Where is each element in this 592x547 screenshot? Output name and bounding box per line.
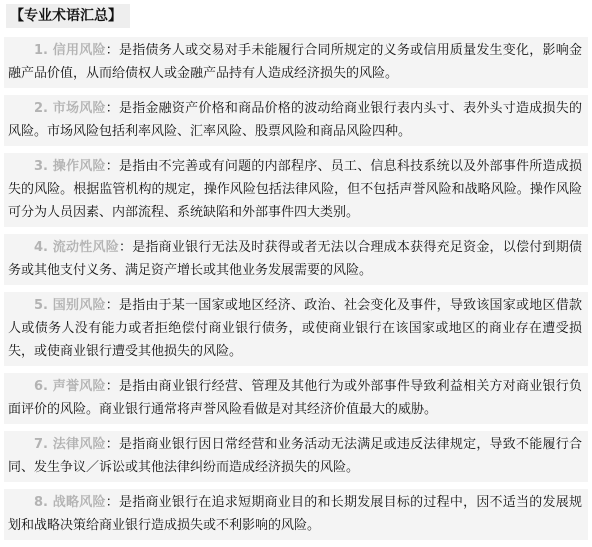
term-name: 声誉风险 — [52, 379, 106, 394]
term-number: 2. — [34, 101, 53, 116]
term-colon: ： — [105, 298, 119, 313]
term-definition: 是指由商业银行经营、管理及其他行为或外部事件导致利益相关方对商业银行负面评价的风险。商业银行通常将声誉风险看做是对其经济价值最大的威胁。 — [8, 379, 582, 417]
term-name: 操作风险 — [52, 159, 106, 174]
term-colon: ： — [105, 437, 119, 452]
term-liquidity-risk — [4, 234, 588, 285]
term-definition: 是指由于某一国家或地区经济、政治、社会变化及事件，导致该国家或地区借款人或债务人没有能力或者拒绝偿付商业银行债务，或使商业银行在该国家或地区的商业存在遭受损失，或使商业银行遭受其他损失的风险。 — [8, 298, 582, 359]
term-colon: ： — [118, 240, 133, 255]
term-name: 国别风险 — [52, 298, 106, 313]
glossary-page — [4, 4, 588, 547]
term-name: 信用风险 — [52, 43, 106, 58]
term-reputation-risk — [4, 373, 588, 424]
term-number: 4. — [34, 240, 53, 255]
term-definition: 是指商业银行因日常经营和业务活动无法满足或违反法律规定，导致不能履行合同、发生争议／诉讼或其他法律纠纷而造成经济损失的风险。 — [8, 437, 582, 475]
term-name: 战略风险 — [52, 495, 106, 510]
term-credit-risk — [4, 37, 588, 88]
term-colon: ： — [105, 495, 119, 510]
term-legal-risk — [4, 431, 588, 482]
term-definition: 是指由不完善或有问题的内部程序、员工、信息科技系统以及外部事件所造成损失的风险。根据监管机构的规定，操作风险包括法律风险，但不包括声誉风险和战略风险。操作风险可分为人员因素、内部流程、系统缺陷和外部事件四大类别。 — [8, 159, 582, 220]
term-name: 流动性风险 — [52, 240, 119, 255]
section-title: 【专业术语汇总】 — [6, 4, 130, 28]
term-number: 7. — [34, 437, 53, 452]
term-number: 1. — [34, 43, 53, 58]
term-colon: ： — [105, 379, 119, 394]
term-colon: ： — [105, 101, 119, 116]
term-name: 法律风险 — [52, 437, 106, 452]
term-definition: 是指债务人或交易对手未能履行合同所规定的义务或信用质量发生变化，影响金融产品价值，从而给债权人或金融产品持有人造成经济损失的风险。 — [8, 43, 582, 81]
term-definition: 是指金融资产价格和商品价格的波动给商业银行表内头寸、表外头寸造成损失的风险。市场风险包括利率风险、汇率风险、股票风险和商品风险四种。 — [8, 101, 582, 139]
term-definition: 是指商业银行无法及时获得或者无法以合理成本获得充足资金，以偿付到期债务或其他支付义务、满足资产增长或其他业务发展需要的风险。 — [8, 240, 582, 278]
term-definition: 是指商业银行在追求短期商业目的和长期发展目标的过程中，因不适当的发展规划和战略决策给商业银行造成损失或不利影响的风险。 — [8, 495, 582, 533]
term-colon: ： — [105, 159, 119, 174]
term-number: 8. — [34, 495, 53, 510]
term-colon: ： — [105, 43, 119, 58]
term-strategic-risk — [4, 489, 588, 540]
term-number: 3. — [34, 159, 53, 174]
term-country-risk — [4, 292, 588, 366]
term-number: 5. — [34, 298, 53, 313]
term-operational-risk — [4, 153, 588, 227]
term-market-risk — [4, 95, 588, 146]
term-number: 6. — [34, 379, 53, 394]
term-name: 市场风险 — [52, 101, 106, 116]
term-list — [4, 37, 588, 540]
